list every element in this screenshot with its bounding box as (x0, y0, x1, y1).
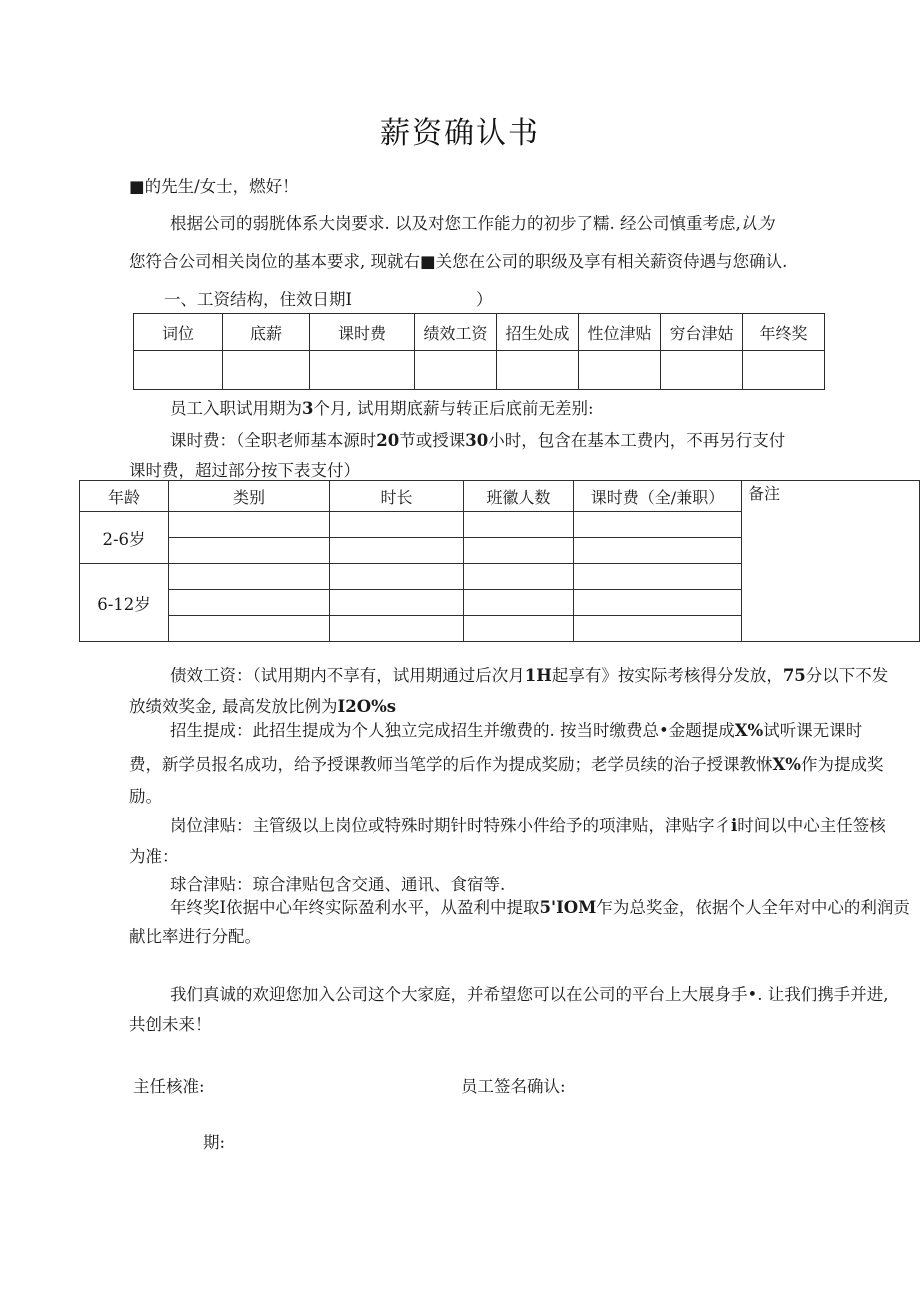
fee-cell-fee[interactable] (574, 616, 742, 642)
fee-cell-duration[interactable] (330, 616, 464, 642)
salary-header-cell: 招生处成 (497, 314, 579, 351)
recruitment-l3-text: 励。 (129, 787, 162, 806)
course-fee-mid: 节或授课 (399, 431, 466, 450)
fee-header-classsize: 班徽人数 (464, 481, 574, 512)
director-approval-text: 主任核准: (133, 1077, 205, 1096)
fee-cell-classsize[interactable] (464, 590, 574, 616)
page-title: 薪资确认书 (380, 116, 540, 151)
recruitment-l2-post: 作为提成奖 (800, 755, 884, 774)
performance-clause-line-2 (129, 694, 396, 720)
fee-cell-fee[interactable] (574, 590, 742, 616)
recruitment-rate-1: X% (734, 721, 764, 740)
year-end-l2-text: 献比率进行分配。 (129, 927, 261, 946)
salary-value-cell[interactable] (661, 351, 743, 390)
post-allowance-clause-line-2 (129, 844, 179, 870)
fee-cell-category[interactable] (169, 590, 330, 616)
intro-line-2-text: 您符合公司相关岗位的基本要求, 现就右■关您在公司的职级及享有相关薪资侍遇与您确认. (129, 252, 788, 271)
year-end-pre: 年终奖I依据中心年终实际盈利水平，从盈利中提取 (170, 898, 540, 917)
employee-confirm-text: 员工签名确认: (461, 1077, 566, 1096)
year-end-post: 乍为总奖金，依据个人全年对中心的利润贡 (596, 898, 910, 917)
fee-cell-classsize[interactable] (464, 616, 574, 642)
fee-age-group: 2-6岁 (80, 512, 169, 564)
salary-value-cell[interactable] (579, 351, 661, 390)
salary-header-cell: 课时费 (310, 314, 415, 351)
salary-header-cell: 年终奖 (743, 314, 825, 351)
intro-line-1 (170, 211, 774, 237)
greeting-line (129, 174, 299, 200)
course-fee-table (79, 480, 920, 642)
probation-post: 个月, 试用期底薪与转正后底前无差别: (313, 399, 594, 418)
fee-header-age: 年龄 (80, 481, 169, 512)
date-label-text: 期: (203, 1133, 226, 1152)
post-allowance-clause-line-1 (170, 813, 886, 839)
director-approval-label (133, 1073, 205, 1097)
year-end-bonus-clause-line-1 (170, 895, 910, 921)
date-label (203, 1129, 225, 1153)
salary-value-cell[interactable] (415, 351, 497, 390)
fee-cell-duration[interactable] (330, 590, 464, 616)
performance-threshold: 75 (782, 666, 806, 685)
fee-header-fee: 课时费（全/兼职） (574, 481, 742, 512)
course-fee-post: 小时，包含在基本工费内，不再另行支付 (488, 431, 786, 450)
course-fee-hours: 30 (465, 431, 489, 450)
recruitment-clause-line-2 (129, 752, 883, 778)
performance-mid: 起享有》按实际考核得分发放， (551, 666, 783, 685)
closing-line-1-text: 我们真诚的欢迎您加入公司这个大家庭，并希望您可以在公司的平台上大展身手•. 让我们携手并进, (170, 985, 889, 1004)
section-1-paren-text: ） (476, 290, 493, 309)
recruitment-rate-2: X% (772, 755, 801, 774)
salary-value-cell[interactable] (310, 351, 415, 390)
comprehensive-allowance-text: 球合津贴：琼合津贴包含交通、通讯、食宿等. (170, 875, 506, 894)
performance-max-ratio: I2O% (337, 697, 387, 716)
table-row (134, 351, 825, 390)
course-fee-note-line-1 (170, 428, 785, 454)
performance-post: 分以下不发 (805, 666, 889, 685)
closing-line-1 (170, 982, 888, 1008)
employee-confirm-label (461, 1073, 566, 1097)
salary-structure-table (133, 313, 825, 390)
intro-line-1-italic: 认为 (740, 214, 774, 233)
course-fee-pre: 课时费：（全职老师基本源时 (170, 431, 377, 450)
table-header-row (134, 314, 825, 351)
salary-value-cell[interactable] (134, 351, 223, 390)
fee-age-group: 6-12岁 (80, 564, 169, 642)
salary-header-cell: 底薪 (223, 314, 310, 351)
probation-months: 3 (302, 399, 314, 418)
performance-pre: 债效工资：（试用期内不享有，试用期通过后次月 (170, 666, 525, 685)
post-allowance-pre: 岗位津贴：主管级以上岗位或特殊时期针时特殊小件给予的项津贴，津贴字彳 (170, 816, 731, 835)
recruitment-clause-line-3 (129, 784, 162, 810)
fee-cell-duration[interactable] (330, 564, 464, 590)
fee-header-duration: 时长 (330, 481, 464, 512)
post-allowance-mark: i (731, 816, 738, 835)
intro-line-1-text: 根据公司的弱胱体系大岗要求. 以及对您工作能力的初步了糯. 经公司慎重考虑, (170, 214, 741, 233)
section-1-paren (476, 287, 493, 313)
table-header-row (80, 481, 920, 512)
fee-header-remark: 备注 (742, 481, 920, 642)
course-fee-sessions: 20 (376, 431, 400, 450)
probation-pre: 员工入职试用期为 (170, 399, 302, 418)
recruitment-l2-pre: 费，新学员报名成功，给予授课教师当笔学的后作为提成奖励；老学员续的治子授课教恘 (129, 755, 773, 774)
closing-line-2-text: 共创未来！ (129, 1015, 212, 1034)
fee-cell-fee[interactable] (574, 512, 742, 538)
salary-header-cell: 词位 (134, 314, 223, 351)
fee-cell-fee[interactable] (574, 538, 742, 564)
post-allowance-post: 时间以中心主任签核 (737, 816, 886, 835)
year-end-ratio: 5'IOM (539, 898, 597, 917)
salary-header-cell: 绩效工资 (415, 314, 497, 351)
recruitment-clause-line-1 (170, 718, 862, 744)
section-1-heading-text: 一、工资结构，住效日期I (164, 290, 353, 309)
fee-cell-duration[interactable] (330, 538, 464, 564)
section-1-heading (164, 287, 352, 313)
salary-value-cell[interactable] (743, 351, 825, 390)
probation-note (170, 396, 594, 422)
salary-value-cell[interactable] (497, 351, 579, 390)
fee-cell-classsize[interactable] (464, 538, 574, 564)
performance-clause-line-1 (170, 663, 888, 689)
fee-cell-category[interactable] (169, 512, 330, 538)
fee-cell-fee[interactable] (574, 564, 742, 590)
closing-line-2 (129, 1012, 212, 1038)
year-end-bonus-clause-line-2 (129, 924, 261, 950)
performance-start-date: 1H (524, 666, 552, 685)
comprehensive-allowance-clause (170, 872, 505, 898)
performance-l2-pre: 放绩效奖金, 最高发放比例为 (129, 697, 338, 716)
recruitment-post: 试听课无课时 (763, 721, 863, 740)
fee-cell-duration[interactable] (330, 512, 464, 538)
salary-header-cell: 性位津贴 (579, 314, 661, 351)
fee-cell-classsize[interactable] (464, 512, 574, 538)
fee-cell-category[interactable] (169, 616, 330, 642)
recruitment-pre: 招生提成：此招生提成为个人独立完成招生并缴费的. 按当时缴费总•金题提成 (170, 721, 735, 740)
fee-cell-category[interactable] (169, 564, 330, 590)
salary-header-cell: 穷台津姑 (661, 314, 743, 351)
intro-line-2 (129, 249, 787, 275)
fee-cell-classsize[interactable] (464, 564, 574, 590)
fee-cell-category[interactable] (169, 538, 330, 564)
post-allowance-l2-text: 为准： (129, 847, 179, 866)
greeting-text: ■的先生/女士，燃好！ (129, 177, 299, 196)
course-fee-line2-text: 课时费，超过部分按下表支付） (129, 461, 360, 480)
fee-header-category: 类别 (169, 481, 330, 512)
performance-l2-post: s (386, 697, 397, 716)
salary-value-cell[interactable] (223, 351, 310, 390)
